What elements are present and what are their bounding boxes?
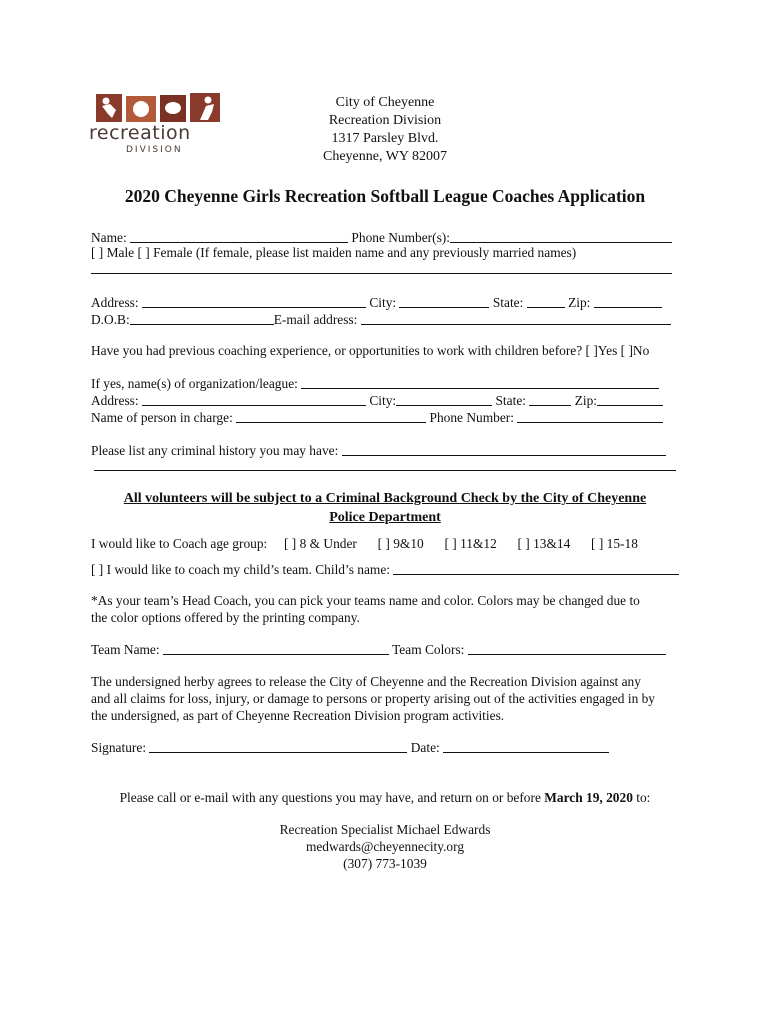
contact-email[interactable]: medwards@cheyennecity.org [305, 839, 465, 854]
child-name-field[interactable] [393, 561, 679, 575]
maiden-names-field[interactable] [91, 273, 672, 274]
closing-suffix: to: [632, 790, 651, 805]
zip-label: Zip: [568, 295, 591, 310]
name-phone-row [91, 229, 672, 246]
release-line: The undersigned herby agrees to release the City of Cheyenne and the Recreation Division against any [91, 674, 641, 689]
team-name-label: Team Name: [91, 642, 160, 657]
age-group-row [91, 536, 638, 552]
signature-row [91, 739, 609, 756]
logo-subtitle: DIVISION [126, 145, 183, 155]
org-phone-field[interactable] [517, 409, 663, 423]
org-address-label: Address: [91, 393, 139, 408]
org-city-label: City: [369, 393, 397, 408]
head-coach-note [91, 592, 691, 626]
note-line: *As your team’s Head Coach, you can pick your teams name and color. Colors may be changed due to [91, 593, 640, 608]
dob-email-row [91, 311, 671, 328]
form-title: 2020 Cheyenne Girls Recreation Softball League Coaches Application [124, 186, 646, 206]
closing-instruction [60, 789, 710, 806]
contact-block [60, 821, 710, 872]
recreation-division-logo [88, 92, 220, 160]
age-option-11-12[interactable]: [ ] 11&12 [444, 536, 497, 551]
date-label: Date: [410, 740, 440, 755]
person-in-charge-label: Name of person in charge: [91, 410, 233, 425]
org-zip-field[interactable] [597, 392, 663, 406]
name-label: Name: [91, 230, 127, 245]
org-phone-label: Phone Number: [429, 410, 514, 425]
closing-prefix: Please call or e-mail with any questions you may have, and return on or before [119, 790, 545, 805]
organization-field[interactable] [301, 375, 659, 389]
team-row [91, 641, 666, 658]
person-in-charge-field[interactable] [236, 409, 426, 423]
release-line: and all claims for loss, injury, or damage to persons or property arising out of the activities engaged in by [91, 691, 656, 706]
name-field[interactable] [130, 229, 348, 243]
age-option-15-18[interactable]: [ ] 15-18 [591, 536, 638, 551]
signature-field[interactable] [149, 739, 407, 753]
city-label: City: [369, 295, 397, 310]
team-name-field[interactable] [163, 641, 389, 655]
team-colors-label: Team Colors: [392, 642, 465, 657]
child-team-checkbox[interactable]: [ ] I would like to coach my child’s team. Child’s name: [91, 562, 390, 577]
deadline-date: March 19, 2020 [544, 790, 633, 805]
email-field[interactable] [361, 311, 671, 325]
organization-label: If yes, name(s) of organization/league: [91, 376, 298, 391]
org-address-row [91, 392, 663, 409]
address-label: Address: [91, 295, 139, 310]
address-line: Recreation Division [328, 113, 442, 128]
org-address-field[interactable] [142, 392, 366, 406]
release-line: the undersigned, as part of Cheyenne Recreation Division program activities. [91, 708, 505, 723]
criminal-history-label: Please list any criminal history you may have: [91, 443, 339, 458]
criminal-history-field[interactable] [342, 442, 666, 456]
release-paragraph [91, 673, 691, 724]
criminal-history-row [91, 442, 666, 459]
age-group-label: I would like to Coach age group: [91, 536, 268, 551]
address-field[interactable] [142, 294, 366, 308]
dob-field[interactable] [130, 311, 274, 325]
phone-numbers-field[interactable] [450, 229, 672, 243]
state-field[interactable] [527, 294, 565, 308]
age-option-9-10[interactable]: [ ] 9&10 [377, 536, 424, 551]
state-label: State: [492, 295, 524, 310]
org-state-field[interactable] [529, 392, 571, 406]
dob-label: D.O.B: [91, 312, 130, 327]
criminal-history-field-2[interactable] [94, 470, 676, 471]
sports-icons-logo [96, 92, 220, 124]
organization-row [91, 375, 659, 392]
notice-line: Police Department [329, 510, 441, 525]
coaching-experience-question[interactable]: Have you had previous coaching experience, or opportunities to work with children before? [ ]Yes [ ]No [91, 343, 650, 358]
contact-name: Recreation Specialist Michael Edwards [279, 822, 491, 837]
phone-numbers-label: Phone Number(s): [351, 230, 450, 245]
date-field[interactable] [443, 739, 609, 753]
age-option-8-under[interactable]: [ ] 8 & Under [284, 536, 357, 551]
org-zip-label: Zip: [574, 393, 598, 408]
logo-wordmark: recreation [89, 122, 191, 144]
background-check-notice [60, 489, 710, 527]
child-team-row [91, 561, 679, 578]
contact-phone: (307) 773-1039 [343, 856, 427, 871]
organization-address [300, 94, 470, 166]
city-field[interactable] [399, 294, 489, 308]
address-row [91, 294, 662, 311]
zip-field[interactable] [594, 294, 662, 308]
team-colors-field[interactable] [468, 641, 666, 655]
signature-label: Signature: [91, 740, 147, 755]
org-state-label: State: [495, 393, 526, 408]
address-line: 1317 Parsley Blvd. [331, 131, 439, 146]
notice-line: All volunteers will be subject to a Criminal Background Check by the City of Cheyenne [123, 491, 647, 506]
address-line: Cheyenne, WY 82007 [322, 149, 448, 164]
person-in-charge-row [91, 409, 663, 426]
address-line: City of Cheyenne [335, 95, 435, 110]
org-city-field[interactable] [396, 392, 492, 406]
email-label: E-mail address: [273, 312, 358, 327]
gender-row[interactable]: [ ] Male [ ] Female (If female, please list maiden name and any previously married names) [91, 245, 577, 260]
note-line: the color options offered by the printing company. [91, 610, 360, 625]
age-option-13-14[interactable]: [ ] 13&14 [517, 536, 571, 551]
